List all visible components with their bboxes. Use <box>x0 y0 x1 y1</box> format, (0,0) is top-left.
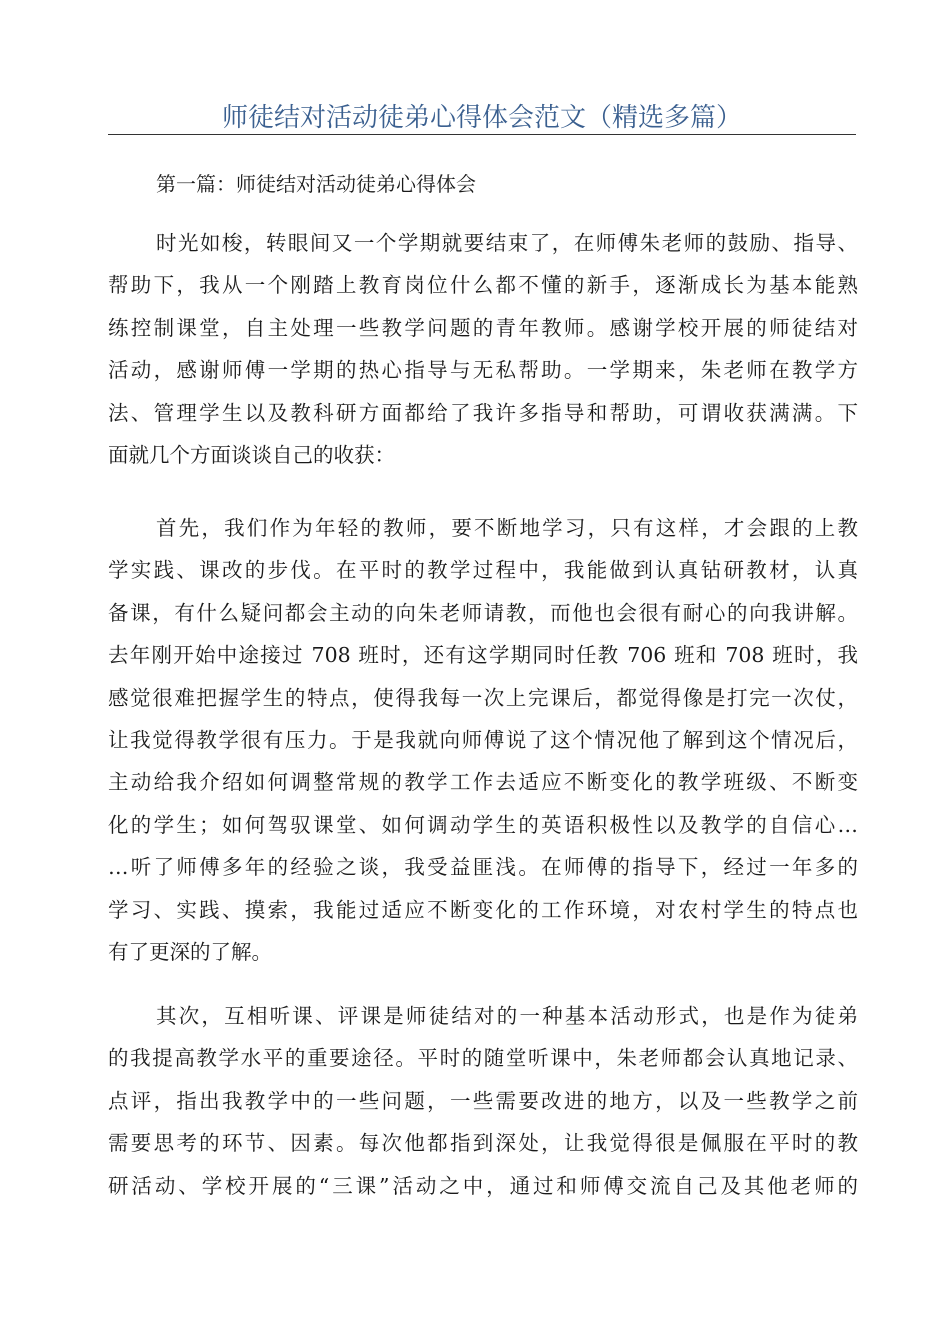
paragraph-line: 学习、实践、摸索，我能过适应不断变化的工作环境，对农村学生的特点也 <box>108 897 858 922</box>
paragraph-line: 的我提高教学水平的重要途径。平时的随堂听课中，朱老师都会认真地记录、 <box>108 1046 858 1071</box>
paragraph-line: …听了师傅多年的经验之谈，我受益匪浅。在师傅的指导下，经过一年多的 <box>108 855 858 880</box>
paragraph-line: 点评，指出我教学中的一些问题，一些需要改进的地方，以及一些教学之前 <box>108 1088 858 1113</box>
paragraph-line: 有了更深的了解。 <box>108 939 272 964</box>
section-heading: 第一篇：师徒结对活动徒弟心得体会 <box>156 172 476 196</box>
paragraph-line: 感觉很难把握学生的特点，使得我每一次上完课后，都觉得像是打完一次仗， <box>108 685 858 710</box>
paragraph-line: 面就几个方面谈谈自己的收获： <box>108 442 395 467</box>
paragraph-line: 活动，感谢师傅一学期的热心指导与无私帮助。一学期来，朱老师在教学方 <box>108 358 858 383</box>
paragraph-line: 法、管理学生以及教科研方面都给了我许多指导和帮助，可谓收获满满。下 <box>108 400 858 425</box>
title-underline-rule <box>108 134 856 135</box>
paragraph-line: 研活动、学校开展的“三课”活动之中，通过和师傅交流自己及其他老师的 <box>108 1173 858 1198</box>
paragraph-line: 需要思考的环节、因素。每次他都指到深处，让我觉得很是佩服在平时的教 <box>108 1131 858 1156</box>
paragraph-line: 备课，有什么疑问都会主动的向朱老师请教，而他也会很有耐心的向我讲解。 <box>108 600 858 625</box>
paragraph-line: 主动给我介绍如何调整常规的教学工作去适应不断变化的教学班级、不断变 <box>108 770 858 795</box>
paragraph-line: 首先，我们作为年轻的教师，要不断地学习，只有这样，才会跟的上教 <box>156 516 858 540</box>
paragraph-line: 学实践、课改的步伐。在平时的教学过程中，我能做到认真钻研教材，认真 <box>108 558 858 583</box>
paragraph-line: 化的学生；如何驾驭课堂、如何调动学生的英语积极性以及教学的自信心… <box>108 812 858 837</box>
document-title: 师徒结对活动徒弟心得体会范文（精选多篇） <box>221 103 742 133</box>
paragraph-2 <box>108 507 858 973</box>
paragraph-3 <box>108 995 858 1207</box>
paragraph-line: 去年刚开始中途接过 708 班时，还有这学期同时任教 706 班和 708 班时，我 <box>108 643 858 668</box>
paragraph-line: 时光如梭，转眼间又一个学期就要结束了，在师傅朱老师的鼓励、指导、 <box>156 231 858 255</box>
paragraph-line: 练控制课堂，自主处理一些教学问题的青年教师。感谢学校开展的师徒结对 <box>108 315 858 340</box>
paragraph-1 <box>108 222 858 476</box>
paragraph-line: 其次，互相听课、评课是师徒结对的一种基本活动形式，也是作为徒弟 <box>156 1004 858 1028</box>
paragraph-line: 帮助下，我从一个刚踏上教育岗位什么都不懂的新手，逐渐成长为基本能熟 <box>108 273 858 298</box>
paragraph-line: 让我觉得教学很有压力。于是我就向师傅说了这个情况他了解到这个情况后， <box>108 727 858 752</box>
